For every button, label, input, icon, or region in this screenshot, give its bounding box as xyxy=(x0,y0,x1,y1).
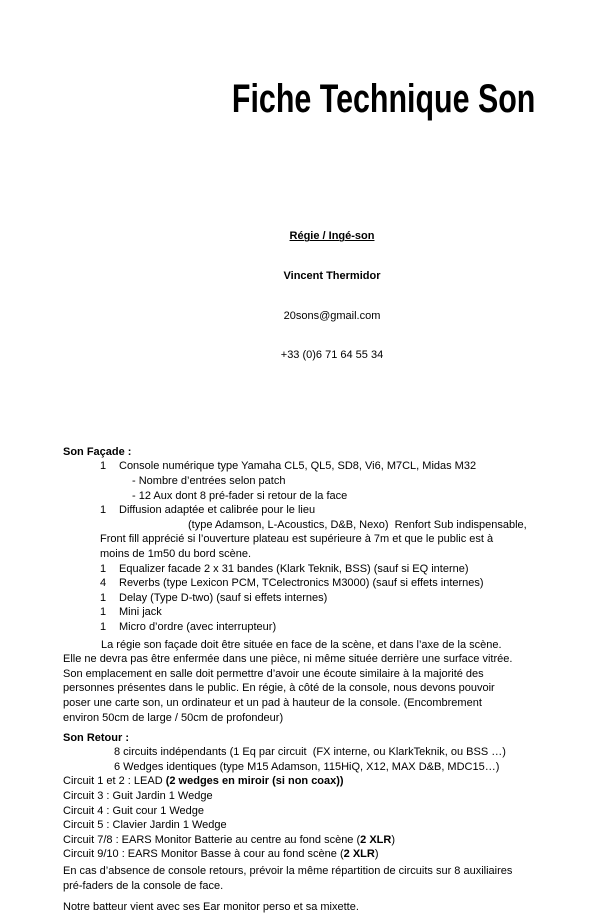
continuation-line: moins de 1m50 du bord scène. xyxy=(100,548,252,560)
circuit-line xyxy=(63,847,615,862)
circuit-text: Circuit 3 : Guit Jardin 1 Wedge xyxy=(63,790,213,802)
equipment-item xyxy=(63,503,615,518)
contact-role: Régie / Ingé-son xyxy=(289,230,375,243)
contact-phone: +33 (0)6 71 64 55 34 xyxy=(280,349,384,362)
circuit-text: Circuit 7/8 : EARS Monitor Batterie au centre au fond scène ( xyxy=(63,833,361,846)
retour-subitem: 6 Wedges identiques (type M15 Adamson, 115HiQ, X12, MAX D&B, MDC15…) xyxy=(114,760,500,773)
equipment-qty: 1 xyxy=(100,620,107,633)
retour-note xyxy=(63,864,615,893)
page-title-text: Fiche Technique Son xyxy=(232,77,536,121)
equipment-qty: 1 xyxy=(100,460,107,473)
circuit-text-bold: 2 XLR xyxy=(343,848,375,861)
circuit-text: ) xyxy=(374,848,379,861)
contact-block xyxy=(0,204,615,389)
equipment-text: Equalizer facade 2 x 31 bandes (Klark Teknik, BSS) (sauf si EQ interne) xyxy=(119,562,469,575)
paragraph-line: environ 50cm de large / 50cm de profondeur) xyxy=(63,711,284,724)
equipment-item xyxy=(63,605,615,620)
circuit-text: Circuit 9/10 : EARS Monitor Basse à cour au fond scène ( xyxy=(63,848,344,861)
equipment-text: Diffusion adaptée et calibrée pour le lieu xyxy=(119,504,316,517)
retour-subitem: 8 circuits indépendants (1 Eq par circuit (FX interne, ou KlarkTeknik, ou BSS …) xyxy=(114,746,506,759)
circuit-line xyxy=(63,833,615,848)
circuit-text: ) xyxy=(391,833,396,846)
equipment-subitem: - Nombre d’entrées selon patch xyxy=(132,475,286,488)
equipment-qty: 1 xyxy=(100,562,107,575)
equipment-qty: 1 xyxy=(100,591,107,604)
circuit-text-bold: 2 XLR xyxy=(360,833,392,846)
paragraph-line: Son emplacement en salle doit permettre d’avoir une écoute similaire à la majorité des xyxy=(63,667,484,680)
continuation-line: Front fill apprécié si l’ouverture plateau est supérieure à 7m et que le public est à xyxy=(100,533,494,546)
section-heading-retour: Son Retour : xyxy=(63,731,129,744)
paragraph-line: Elle ne devra pas être enfermée dans une pièce, ni même située derrière une surface vitrée. xyxy=(63,653,513,666)
note-line: pré-faders de la console de face. xyxy=(63,880,224,893)
circuit-text: Circuit 5 : Clavier Jardin 1 Wedge xyxy=(63,819,227,832)
circuit-text: Circuit 4 : Guit cour 1 Wedge xyxy=(63,804,205,817)
contact-name: Vincent Thermidor xyxy=(283,270,381,283)
note-line: En cas d’absence de console retours, prévoir la même répartition de circuits sur 8 auxiliaires xyxy=(63,865,513,878)
equipment-item xyxy=(63,562,615,577)
circuit-text: Circuit 1 et 2 : LEAD xyxy=(63,775,166,788)
equipment-text: Delay (Type D-two) (sauf si effets internes) xyxy=(119,591,328,604)
circuit-line xyxy=(63,774,615,789)
equipment-text: Reverbs (type Lexicon PCM, TCelectronics M3000) (sauf si effets internes) xyxy=(119,577,484,590)
contact-email: 20sons@gmail.com xyxy=(283,309,381,322)
equipment-qty: 1 xyxy=(100,606,107,619)
equipment-text: Mini jack xyxy=(119,606,162,619)
equipment-item xyxy=(63,459,615,474)
paragraph-line: personnes présentes dans le public. En régie, à côté de la console, nous devons pouvoir xyxy=(63,682,495,695)
equipment-qty: 4 xyxy=(100,577,107,590)
paragraph-line: poser une carte son, un ordinateur et un pad à hauteur de la console. (Encombrement xyxy=(63,696,482,709)
document-body xyxy=(63,445,615,915)
section-heading-facade: Son Façade : xyxy=(63,445,132,458)
equipment-qty: 1 xyxy=(100,504,107,517)
circuit-line xyxy=(63,818,615,833)
paragraph-line: La régie son façade doit être située en face de la scène, et dans l’axe de la scène. xyxy=(101,638,502,651)
facade-paragraph xyxy=(63,638,615,726)
document-page xyxy=(0,30,615,914)
circuit-line xyxy=(63,789,615,804)
drummer-note: Notre batteur vient avec ses Ear monitor perso et sa mixette. xyxy=(63,901,359,914)
circuit-text-bold: (2 wedges en miroir (si non coax)) xyxy=(165,775,344,788)
equipment-subitem: - 12 Aux dont 8 pré-fader si retour de la face xyxy=(132,489,348,502)
equipment-item xyxy=(63,620,615,635)
equipment-item xyxy=(63,576,615,591)
continuation-line: (type Adamson, L-Acoustics, D&B, Nexo) Renfort Sub indispensable, xyxy=(188,518,527,531)
equipment-item xyxy=(63,591,615,606)
equipment-text: Console numérique type Yamaha CL5, QL5, SD8, Vi6, M7CL, Midas M32 xyxy=(119,460,477,473)
page-title xyxy=(0,30,615,177)
equipment-text: Micro d’ordre (avec interrupteur) xyxy=(119,620,277,633)
circuit-line xyxy=(63,804,615,819)
